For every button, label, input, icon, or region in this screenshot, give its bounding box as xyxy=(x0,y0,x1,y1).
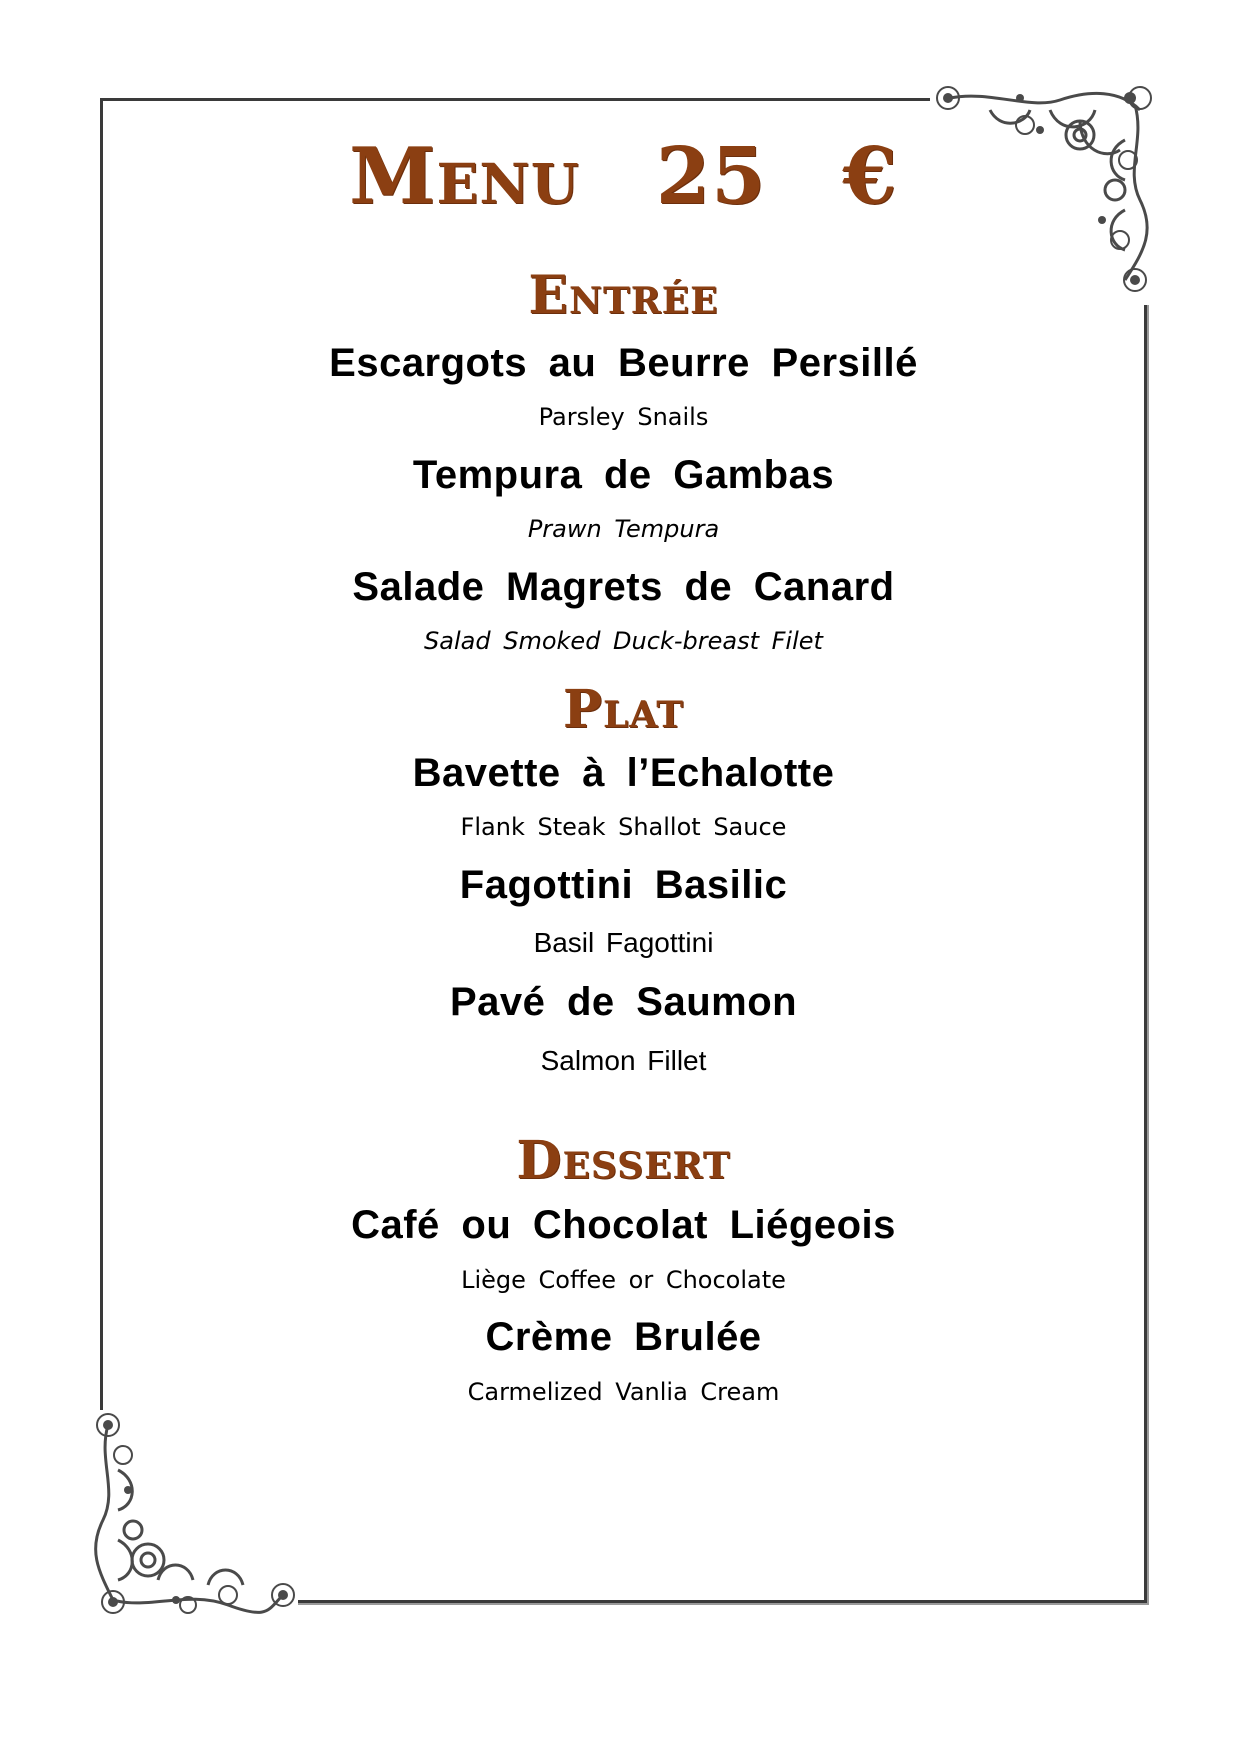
dish-name: Pavé de Saumon xyxy=(449,980,798,1024)
dish-translation: Salmon Fillet xyxy=(540,1045,707,1076)
dish-translation: Salad Smoked Duck-breast Filet xyxy=(424,627,823,655)
dish-name: Fagottini Basilic xyxy=(459,863,788,907)
section-heading-entree: Entrée xyxy=(528,265,719,326)
floral-scroll-icon xyxy=(88,1410,298,1620)
dish-name: Crème Brulée xyxy=(485,1315,762,1359)
dish-translation: Flank Steak Shallot Sauce xyxy=(460,813,787,841)
dish-name: Café ou Chocolat Liégeois xyxy=(351,1203,896,1247)
dish-translation: Prawn Tempura xyxy=(527,515,720,543)
dish-translation: Carmelized Vanlia Cream xyxy=(467,1378,780,1406)
dish-name: Salade Magrets de Canard xyxy=(352,565,895,609)
dish-translation: Parsley Snails xyxy=(538,403,709,431)
dish-translation: Basil Fagottini xyxy=(533,927,714,958)
menu-title: Menu 25 € xyxy=(349,131,898,222)
dish-name: Tempura de Gambas xyxy=(412,453,835,497)
dish-translation: Liège Coffee or Chocolate xyxy=(461,1266,786,1294)
dish-name: Escargots au Beurre Persillé xyxy=(329,341,918,385)
section-heading-dessert: Dessert xyxy=(516,1130,731,1191)
dish-name: Bavette à l’Echalotte xyxy=(412,751,835,795)
floral-corner-ornament-bottom-left xyxy=(88,1410,298,1620)
section-heading-plat: Plat xyxy=(562,679,685,740)
